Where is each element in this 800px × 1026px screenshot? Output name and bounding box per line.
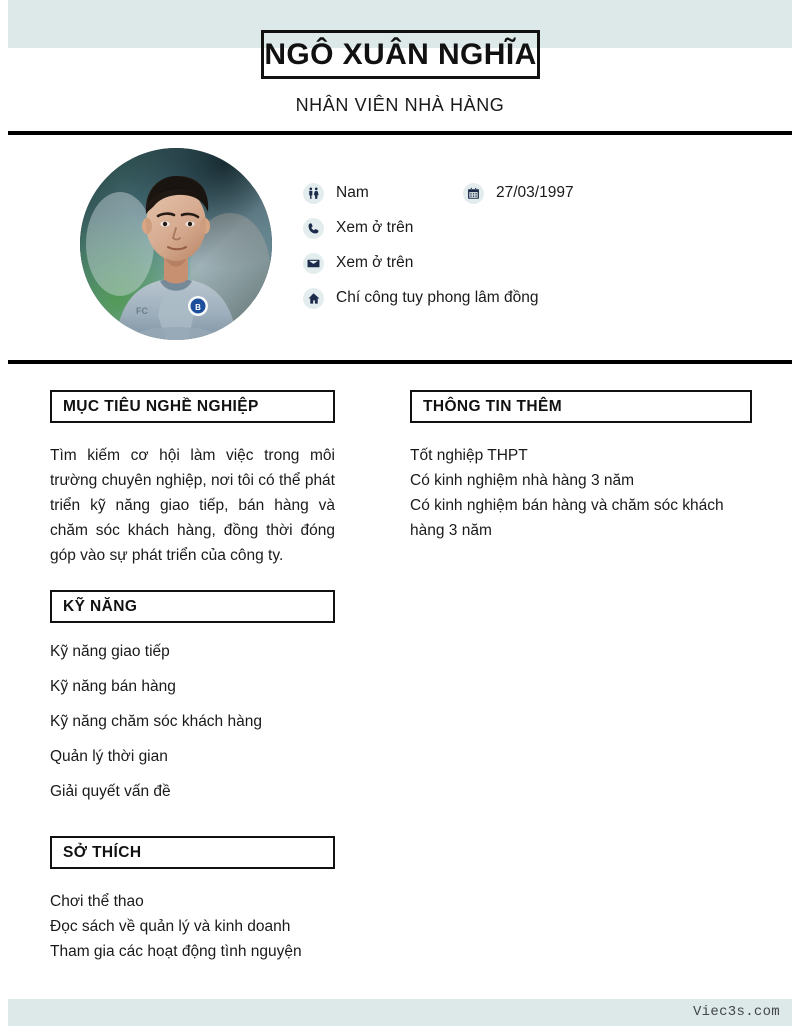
contact-row bbox=[303, 211, 773, 245]
envelope-icon bbox=[303, 253, 324, 274]
home-icon bbox=[303, 288, 324, 309]
list-item: Giải quyết vấn đề bbox=[50, 783, 171, 800]
spacer bbox=[50, 818, 335, 836]
extra-info-list bbox=[410, 443, 752, 543]
list-item: Đọc sách về quản lý và kinh doanh bbox=[50, 918, 291, 935]
section-title-objective: MỤC TIÊU NGHỀ NGHIỆP bbox=[63, 397, 259, 415]
section-header-skills bbox=[50, 590, 335, 623]
divider-top bbox=[8, 131, 792, 135]
divider-middle bbox=[8, 360, 792, 364]
contact-list bbox=[303, 176, 773, 316]
gender-icon bbox=[303, 183, 324, 204]
spacer bbox=[50, 568, 335, 590]
contact-value-phone: Xem ở trên bbox=[336, 219, 414, 236]
skills-list bbox=[50, 643, 335, 801]
list-item: Có kinh nghiệm nhà hàng 3 năm bbox=[410, 472, 635, 489]
portrait-photo bbox=[80, 148, 272, 340]
name-box bbox=[261, 30, 540, 79]
list-item: Quản lý thời gian bbox=[50, 748, 168, 765]
contact-value-gender: Nam bbox=[336, 184, 369, 201]
contact-row bbox=[303, 246, 773, 280]
list-item: Kỹ năng bán hàng bbox=[50, 678, 176, 695]
right-column bbox=[410, 390, 752, 543]
list-item: Chơi thể thao bbox=[50, 893, 144, 910]
list-item: Kỹ năng giao tiếp bbox=[50, 643, 170, 660]
svg-text:FC: FC bbox=[136, 306, 148, 316]
bottom-accent-band bbox=[8, 999, 792, 1026]
contact-item-gender bbox=[303, 183, 463, 204]
section-header-hobbies bbox=[50, 836, 335, 869]
left-column bbox=[50, 390, 335, 964]
section-title-skills: KỸ NĂNG bbox=[63, 597, 138, 615]
list-item: Có kinh nghiệm bán hàng và chăm sóc khách hàng 3 năm bbox=[410, 497, 724, 539]
contact-row bbox=[303, 176, 773, 210]
profile-section bbox=[0, 140, 800, 356]
site-watermark: Viec3s.com bbox=[692, 1004, 780, 1020]
svg-text:B: B bbox=[195, 303, 201, 312]
contact-value-address: Chí công tuy phong lâm đồng bbox=[336, 289, 539, 306]
section-title-extra-info: THÔNG TIN THÊM bbox=[423, 397, 563, 415]
calendar-icon bbox=[463, 183, 484, 204]
section-header-extra-info bbox=[410, 390, 752, 423]
objective-body: Tìm kiếm cơ hội làm việc trong môi trường chuyên nghiệp, nơi tôi có thể phát triển kỹ năng giao tiếp, bán hàng và chăm sóc khách hàng, đồng thời đóng góp vào sự phát triển của công ty. bbox=[50, 447, 335, 564]
section-title-hobbies: SỞ THÍCH bbox=[63, 843, 142, 861]
list-item: Kỹ năng chăm sóc khách hàng bbox=[50, 713, 262, 730]
candidate-name: NGÔ XUÂN NGHĨA bbox=[264, 37, 537, 71]
hobbies-list bbox=[50, 889, 335, 964]
section-header-objective bbox=[50, 390, 335, 423]
phone-icon bbox=[303, 218, 324, 239]
list-item: Tốt nghiệp THPT bbox=[410, 447, 528, 464]
contact-item-address bbox=[303, 288, 539, 309]
contact-value-email: Xem ở trên bbox=[336, 254, 414, 271]
contact-item-email bbox=[303, 253, 463, 274]
contact-item-birthdate bbox=[463, 183, 574, 204]
list-item: Tham gia các hoạt động tình nguyện bbox=[50, 943, 302, 960]
contact-row bbox=[303, 281, 773, 315]
cv-header bbox=[0, 0, 800, 131]
avatar bbox=[80, 148, 272, 340]
contact-value-birthdate: 27/03/1997 bbox=[496, 184, 574, 201]
contact-item-phone bbox=[303, 218, 463, 239]
job-title: NHÂN VIÊN NHÀ HÀNG bbox=[295, 95, 505, 115]
